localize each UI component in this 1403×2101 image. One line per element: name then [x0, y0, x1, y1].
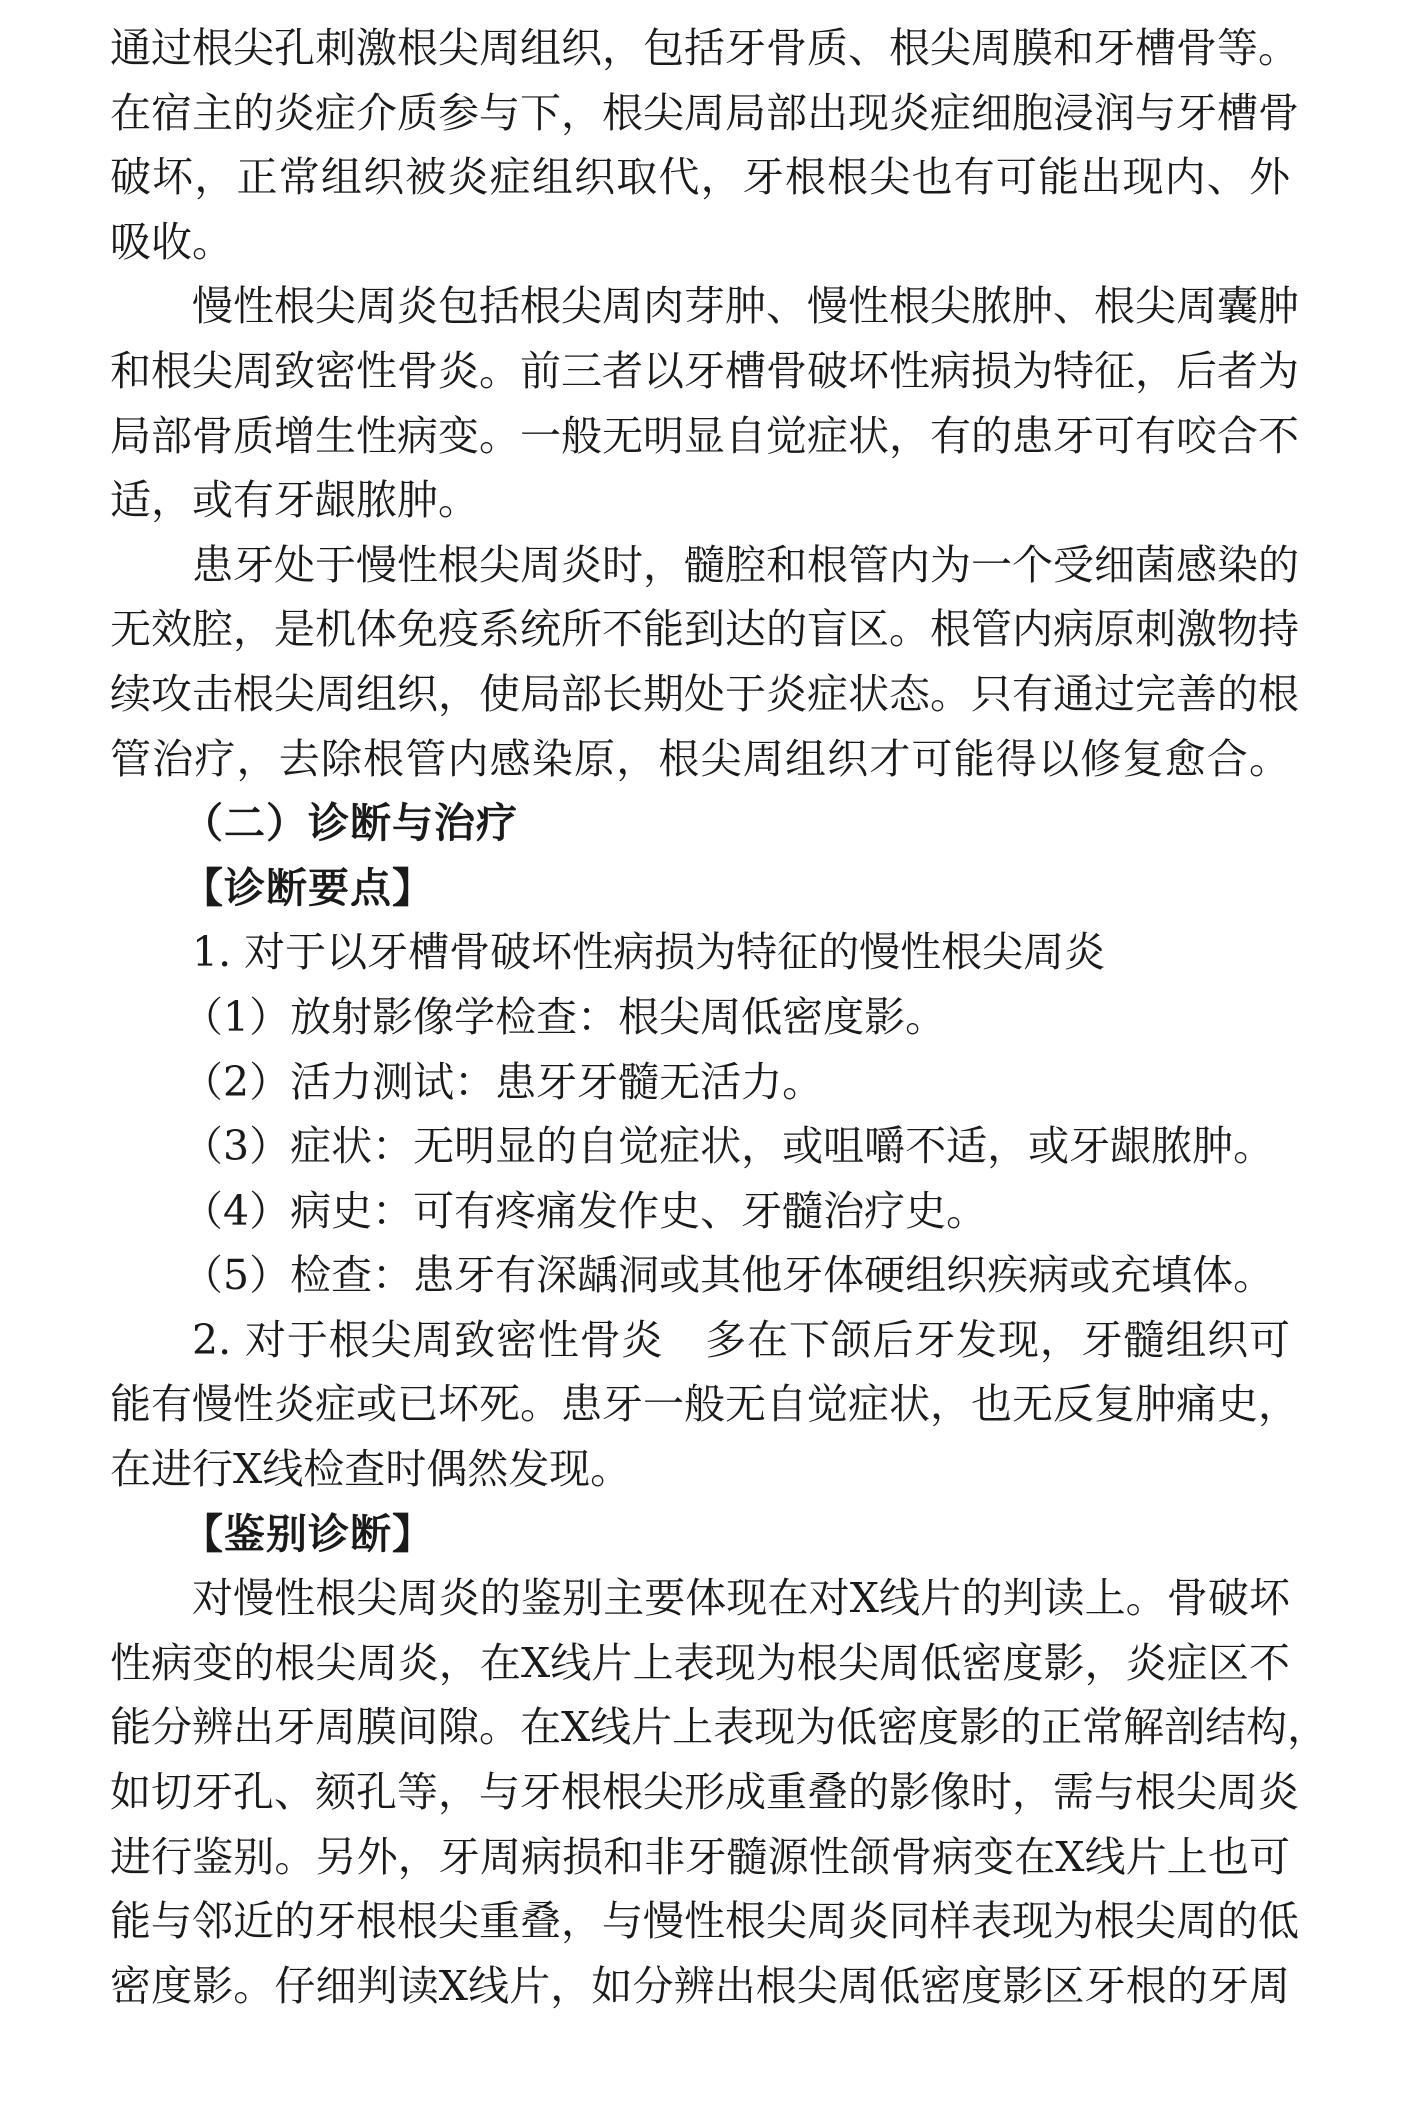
- text-line: 如切牙孔、颏孔等，与牙根根尖形成重叠的影像时，需与根尖周炎: [110, 1768, 1299, 1817]
- text-line: 能与邻近的牙根根尖重叠，与慢性根尖周炎同样表现为根尖周的低: [110, 1897, 1299, 1946]
- text-line: 患牙处于慢性根尖周炎时，髓腔和根管内为一个受细菌感染的: [192, 540, 1299, 589]
- text-line: 局部骨质增生性病变。一般无明显自觉症状，有的患牙可有咬合不: [110, 411, 1299, 460]
- text-line: 无效腔，是机体免疫系统所不能到达的盲区。根管内病原刺激物持: [110, 605, 1299, 654]
- section-heading: 【诊断要点】: [182, 863, 434, 912]
- section-heading: （二）诊断与治疗: [182, 799, 518, 848]
- text-line: 能有慢性炎症或已坏死。患牙一般无自觉症状，也无反复肿痛史，: [110, 1380, 1299, 1429]
- text-line: 吸收。: [110, 217, 233, 266]
- text-line: 对慢性根尖周炎的鉴别主要体现在对X线片的判读上。骨破坏: [192, 1574, 1290, 1623]
- document-page: [110, 16, 1329, 2018]
- text-line: 密度影。仔细判读X线片，如分辨出根尖周低密度影区牙根的牙周: [110, 1961, 1290, 2010]
- text-line: 2. 对于根尖周致密性骨炎 多在下颌后牙发现，牙髓组织可: [192, 1315, 1290, 1364]
- text-line: （5）检查：患牙有深龋洞或其他牙体硬组织疾病或充填体。: [182, 1251, 1275, 1300]
- text-line: 破坏，正常组织被炎症组织取代，牙根根尖也有可能出现内、外: [110, 153, 1290, 202]
- text-line: 慢性根尖周炎包括根尖周肉芽肿、慢性根尖脓肿、根尖周囊肿: [192, 282, 1299, 331]
- text-line: 管治疗，去除根管内感染原，根尖周组织才可能得以修复愈合。: [110, 734, 1290, 783]
- text-line: （1）放射影像学检查：根尖周低密度影。: [182, 992, 947, 1041]
- text-line: 续攻击根尖周组织，使局部长期处于炎症状态。只有通过完善的根: [110, 669, 1299, 718]
- text-line: 性病变的根尖周炎，在X线片上表现为根尖周低密度影，炎症区不: [110, 1638, 1290, 1687]
- text-line: 在宿主的炎症介质参与下，根尖周局部出现炎症细胞浸润与牙槽骨: [110, 88, 1299, 137]
- text-line: （4）病史：可有疼痛发作史、牙髓治疗史。: [182, 1186, 988, 1235]
- section-heading: 【鉴别诊断】: [182, 1509, 434, 1558]
- text-line: （3）症状：无明显的自觉症状，或咀嚼不适，或牙龈脓肿。: [182, 1122, 1275, 1171]
- text-line: 1. 对于以牙槽骨破坏性病损为特征的慢性根尖周炎: [192, 928, 1106, 977]
- text-line: （2）活力测试：患牙牙髓无活力。: [182, 1057, 824, 1106]
- text-line: 适，或有牙龈脓肿。: [110, 476, 479, 525]
- text-line: 在进行X线检查时偶然发现。: [110, 1445, 632, 1494]
- text-line: 进行鉴别。另外，牙周病损和非牙髓源性颌骨病变在X线片上也可: [110, 1832, 1290, 1881]
- text-body: [110, 16, 1329, 2018]
- text-line: 能分辨出牙周膜间隙。在X线片上表现为低密度影的正常解剖结构，: [110, 1703, 1329, 1752]
- text-line: 和根尖周致密性骨炎。前三者以牙槽骨破坏性病损为特征，后者为: [110, 346, 1299, 395]
- text-line: 通过根尖孔刺激根尖周组织，包括牙骨质、根尖周膜和牙槽骨等。: [110, 24, 1299, 72]
